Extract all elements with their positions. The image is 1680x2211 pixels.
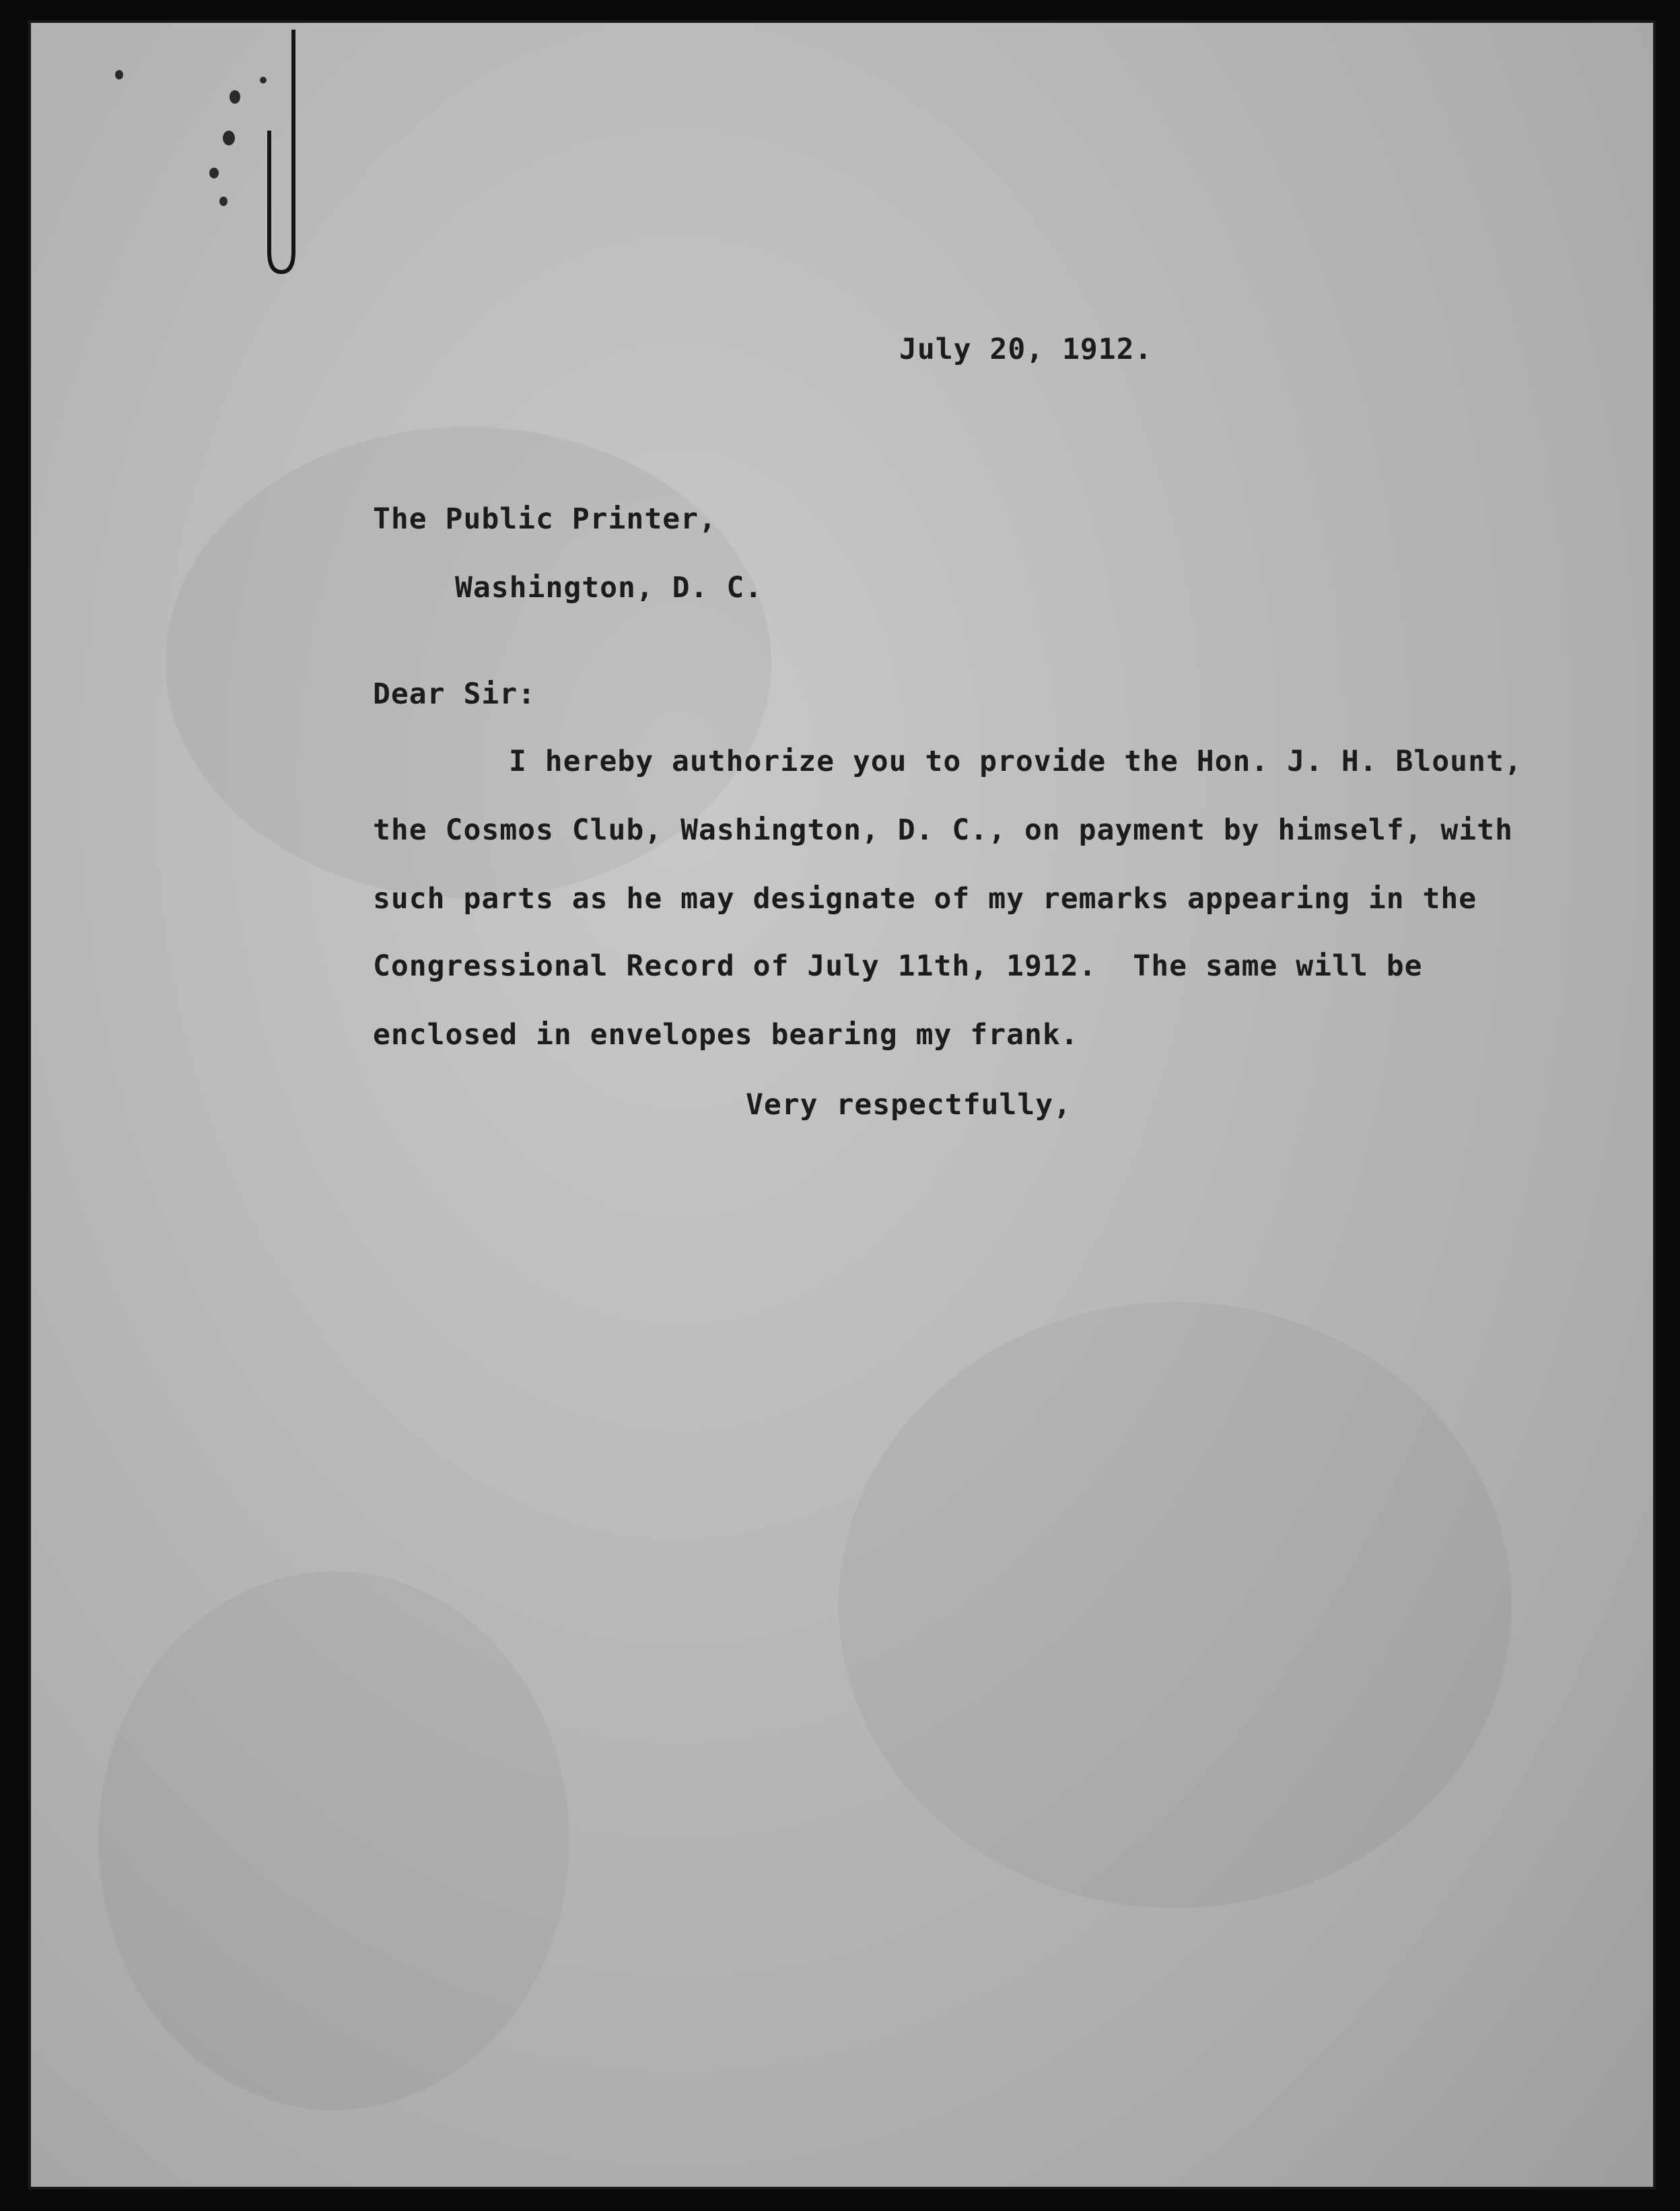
letter-page	[28, 20, 1656, 2189]
body-line: such parts as he may designate of my remarks appearing in the	[373, 882, 1477, 916]
recipient-city: Washington, D. C.	[455, 571, 763, 605]
ink-speck	[230, 90, 240, 104]
ink-speck	[260, 77, 267, 83]
body-line: the Cosmos Club, Washington, D. C., on payment by himself, with	[373, 813, 1513, 847]
paper-stain	[839, 1302, 1512, 1908]
paper-clip-icon	[267, 30, 320, 279]
body-line: enclosed in envelopes bearing my frank.	[373, 1018, 1079, 1052]
ink-speck	[209, 168, 219, 178]
letter-date: July 20, 1912.	[899, 333, 1153, 366]
ink-speck	[219, 197, 228, 206]
ink-speck	[115, 70, 123, 79]
paper-stain	[98, 1571, 569, 2110]
closing: Very respectfully,	[746, 1088, 1072, 1122]
body-line: Congressional Record of July 11th, 1912. The same will be	[373, 949, 1423, 983]
salutation: Dear Sir:	[373, 677, 536, 711]
recipient-name: The Public Printer,	[373, 502, 717, 536]
ink-speck	[223, 131, 235, 145]
body-line: I hereby authorize you to provide the Hon. J. H. Blount,	[509, 745, 1523, 778]
